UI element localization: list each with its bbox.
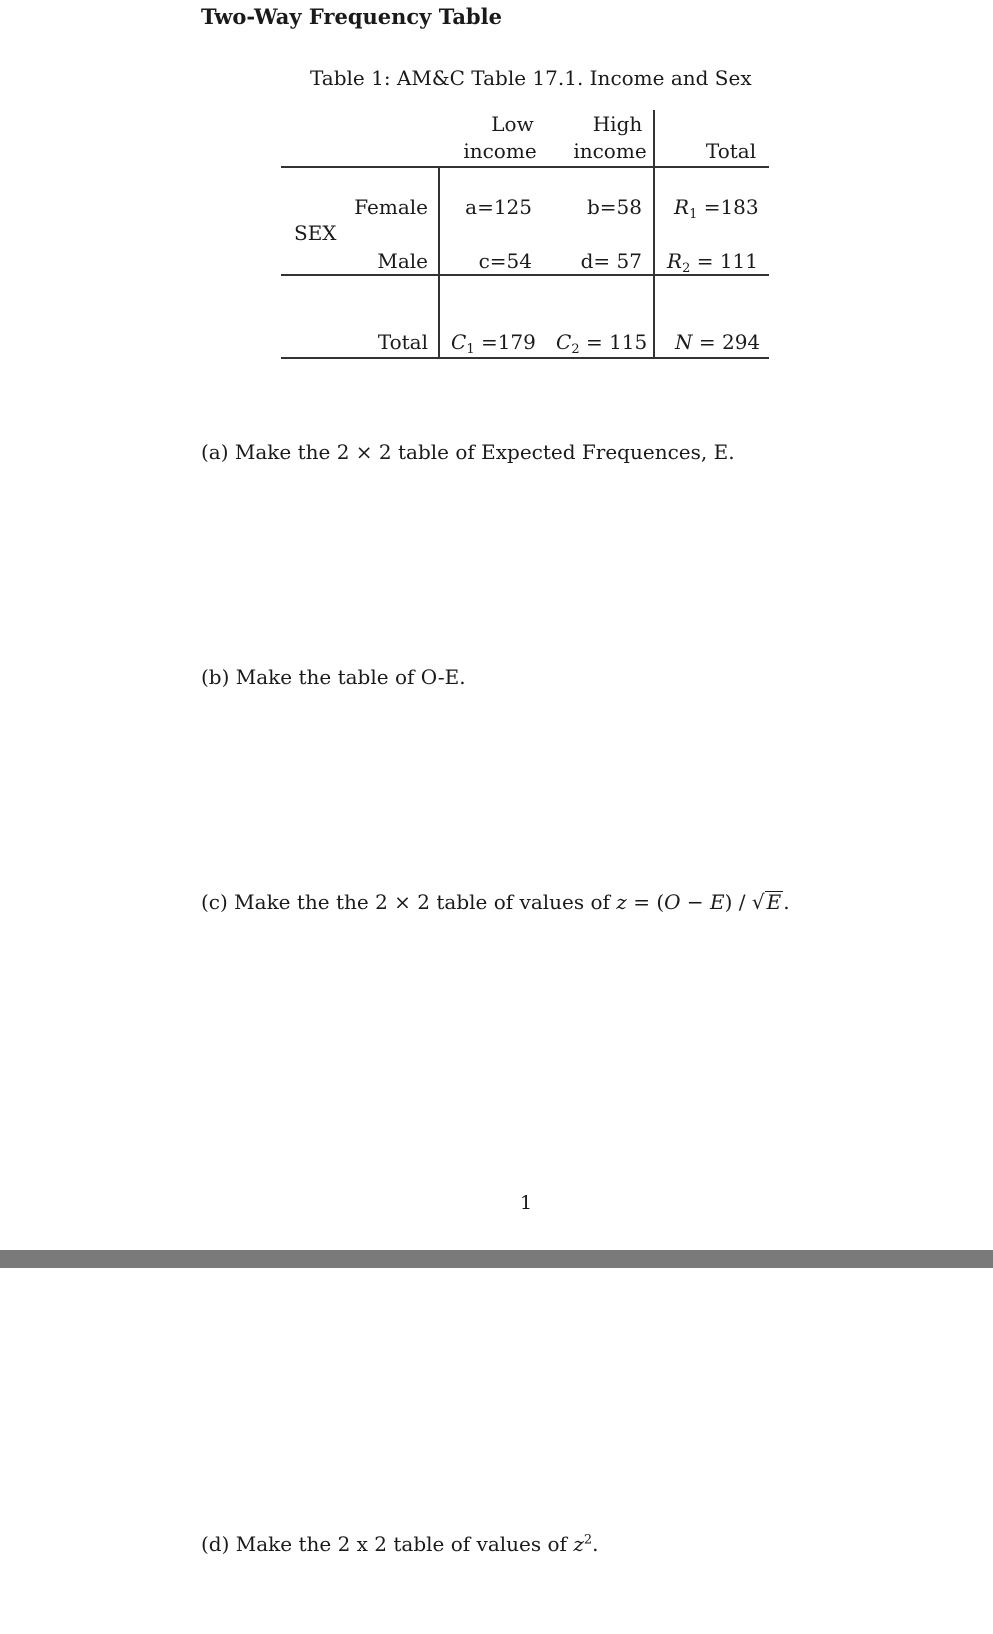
row-group-sex: SEX [294,221,337,245]
n-value: = 294 [692,330,761,354]
page-number: 1 [520,1192,533,1214]
z-exponent: 2 [583,1532,593,1548]
rule-header [281,166,769,168]
z-variable-d: z [573,1532,584,1556]
col-header-low-line1: Low [491,112,534,136]
r2-variable: R [667,249,683,273]
question-d-end: . [592,1532,599,1556]
col-header-high-line2: income [573,139,647,163]
r1-variable: R [674,195,690,219]
question-c [201,890,790,914]
rule-bottom [281,357,769,359]
c2-value: = 115 [579,330,648,354]
question-d [201,1532,599,1556]
divider-row-labels [438,166,440,358]
question-a: (a) Make the 2 × 2 table of Expected Frequences, E. [201,440,735,464]
r1-value: =183 [697,195,759,219]
question-c-close: ) / √ [724,890,765,914]
c2-variable: C [556,330,572,354]
o-variable: O [664,890,681,914]
cell-a: a=125 [465,195,532,219]
z-variable: z [616,890,627,914]
col-total-c2 [556,330,648,357]
cell-d: d= 57 [580,249,642,273]
n-variable: N [675,330,693,354]
c1-subscript: 1 [466,342,475,357]
page-2 [0,1268,993,1634]
c1-variable: C [451,330,467,354]
col-total-c1 [451,330,536,357]
row-label-male: Male [377,249,428,273]
r1-subscript: 1 [689,207,698,222]
rule-body [281,274,769,276]
sqrt-e-variable: E [766,890,782,914]
sqrt-radicand [765,891,784,912]
question-c-prefix: (c) Make the the 2 × 2 table of values of [201,890,617,914]
question-b: (b) Make the table of O-E. [201,665,466,689]
c1-value: =179 [474,330,536,354]
cell-c: c=54 [478,249,532,273]
cell-b: b=58 [586,195,642,219]
c2-subscript: 2 [571,342,580,357]
document-heading: Two-Way Frequency Table [201,4,502,29]
e-variable: E [710,890,725,914]
page-break-bar [0,1250,993,1268]
grand-total-n [675,330,760,354]
r2-subscript: 2 [682,261,691,276]
col-header-high-line1: High [592,112,643,136]
col-header-total: Total [705,139,757,163]
row-label-total: Total [377,330,428,354]
question-d-prefix: (d) Make the 2 x 2 table of values of [201,1532,574,1556]
row-total-r1 [674,195,759,222]
r2-value: = 111 [690,249,758,273]
row-label-female: Female [354,195,428,219]
col-header-low-line2: income [463,139,537,163]
question-c-end: . [783,890,790,914]
divider-total-column [653,110,655,358]
row-total-r2 [667,249,758,276]
table-caption: Table 1: AM&C Table 17.1. Income and Sex [310,66,752,90]
question-c-minus: − [680,890,711,914]
question-c-eq: = ( [626,890,665,914]
